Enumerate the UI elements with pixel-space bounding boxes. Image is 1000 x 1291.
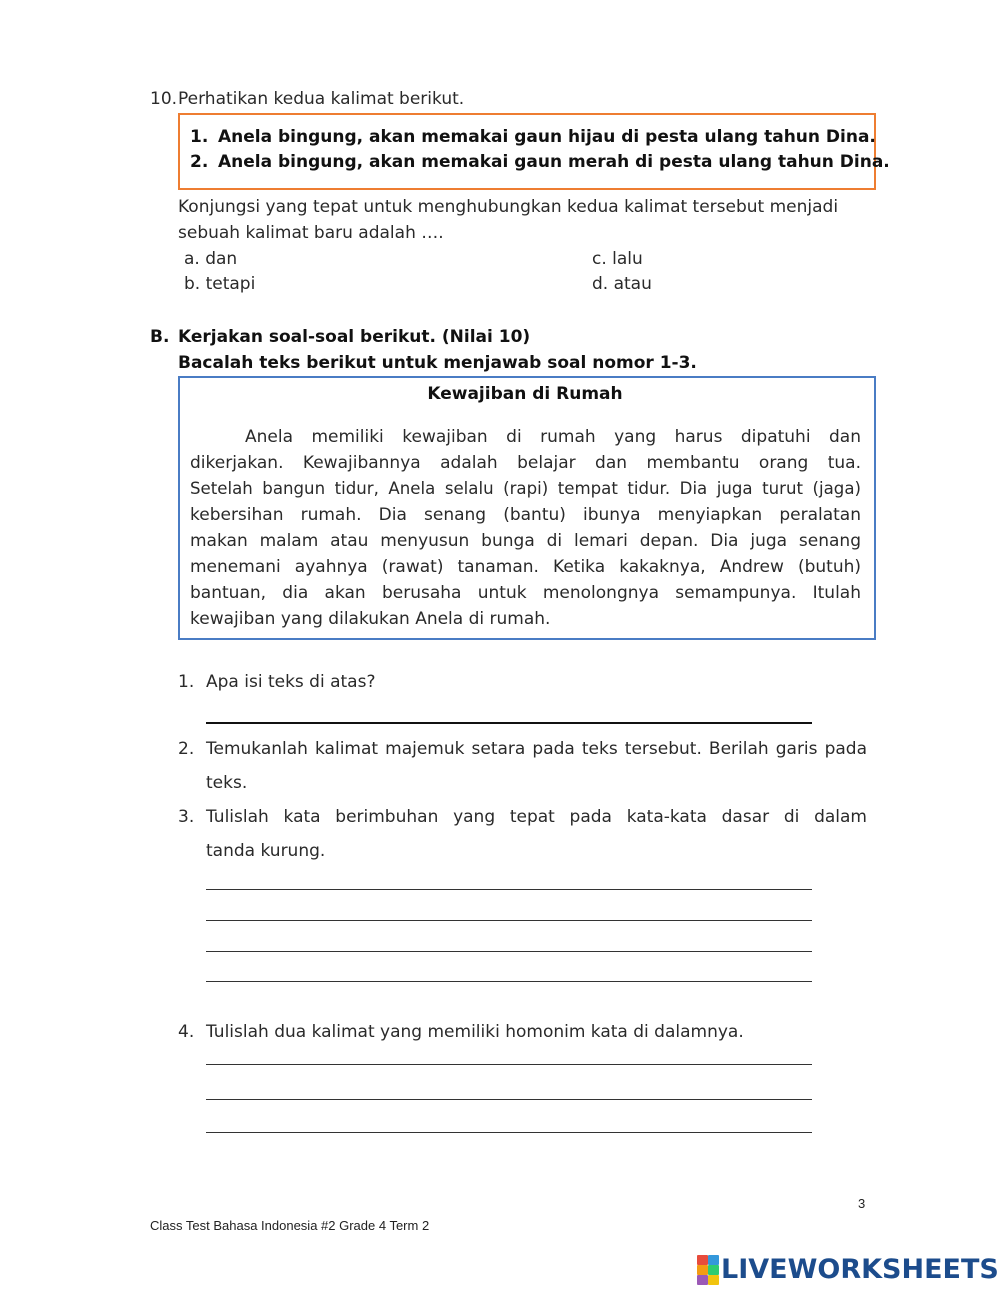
section-b-letter: B. [150,327,170,347]
liveworksheets-logo [697,1254,999,1286]
question-2-text-line-1: Temukanlah kalimat majemuk setara pada teks tersebut. Berilah garis pada [206,739,867,759]
answer-line-q3-3[interactable] [206,951,812,952]
q10-sentence-1: Anela bingung, akan memakai gaun hijau di pesta ulang tahun Dina. [218,127,876,147]
reading-line-6: menemani ayahnya (rawat) tanaman. Ketika kakaknya, Andrew (butuh) [190,557,861,577]
answer-line-q4-1[interactable] [206,1064,812,1065]
question-1-number: 1. [178,672,195,692]
reading-line-7: bantuan, dia akan berusaha untuk menolongnya semampunya. Itulah [190,583,861,603]
q10-question-line-1: Konjungsi yang tepat untuk menghubungkan kedua kalimat tersebut menjadi [178,197,839,217]
q10-sentence-2-num: 2. [190,152,209,172]
question-2-number: 2. [178,739,195,759]
q10-option-c[interactable]: c. lalu [592,249,643,269]
answer-line-q3-4[interactable] [206,981,812,982]
liveworksheets-logo-icon [697,1255,719,1285]
q10-number: 10. [150,89,178,109]
question-3-number: 3. [178,807,195,827]
answer-line-q3-2[interactable] [206,920,812,921]
question-4-text: Tulislah dua kalimat yang memiliki homonim kata di dalamnya. [206,1022,744,1042]
q10-question-line-2: sebuah kalimat baru adalah …. [178,223,444,243]
reading-line-2: dikerjakan. Kewajibannya adalah belajar dan membantu orang tua. [190,453,861,473]
question-2-text-line-2: teks. [206,773,248,793]
question-4-number: 4. [178,1022,195,1042]
question-3-text-line-1: Tulislah kata berimbuhan yang tepat pada kata-kata dasar di dalam [206,807,867,827]
q10-option-a[interactable]: a. dan [184,249,238,269]
reading-line-8: kewajiban yang dilakukan Anela di rumah. [190,609,551,629]
footer-label: Class Test Bahasa Indonesia #2 Grade 4 Term 2 [150,1218,430,1233]
q10-prompt: Perhatikan kedua kalimat berikut. [178,89,465,109]
answer-line-q1[interactable] [206,722,812,724]
reading-title: Kewajiban di Rumah [427,384,623,404]
q10-sentence-2: Anela bingung, akan memakai gaun merah di pesta ulang tahun Dina. [218,152,890,172]
page-number: 3 [858,1196,866,1211]
reading-line-5: makan malam atau menyusun bunga di lemari depan. Dia juga senang [190,531,861,551]
reading-line-3: Setelah bangun tidur, Anela selalu (rapi) tempat tidur. Dia juga turut (jaga) [190,479,861,498]
section-b-title: Kerjakan soal-soal berikut. (Nilai 10) [178,327,531,347]
liveworksheets-logo-text: LIVEWORKSHEETS [721,1254,999,1285]
q10-sentence-1-num: 1. [190,127,209,147]
reading-line-4: kebersihan rumah. Dia senang (bantu) ibunya menyiapkan peralatan [190,505,861,525]
answer-line-q4-2[interactable] [206,1099,812,1100]
answer-line-q4-3[interactable] [206,1132,812,1133]
q10-option-d[interactable]: d. atau [592,274,652,294]
question-3-text-line-2: tanda kurung. [206,841,326,861]
q10-option-b[interactable]: b. tetapi [184,274,256,294]
answer-line-q3-1[interactable] [206,889,812,890]
section-b-instruction: Bacalah teks berikut untuk menjawab soal nomor 1-3. [178,353,697,373]
question-1-text: Apa isi teks di atas? [206,672,376,692]
reading-line-1: Anela memiliki kewajiban di rumah yang harus dipatuhi dan [245,427,861,447]
